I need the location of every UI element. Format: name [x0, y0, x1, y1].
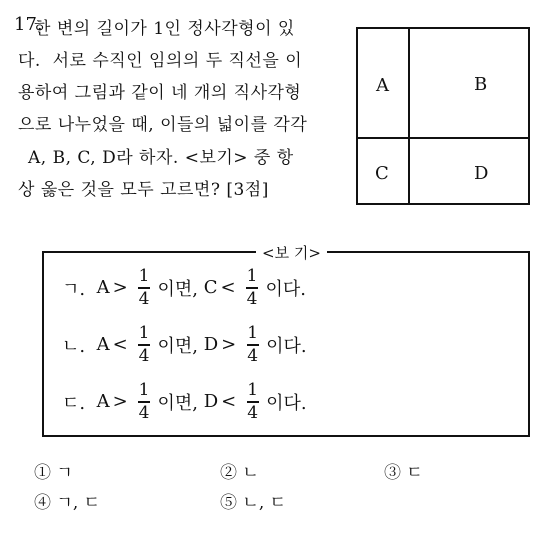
- variable-left: A: [96, 334, 110, 356]
- fraction: $\frac{1}{4}$: [138, 266, 150, 309]
- choice-4[interactable]: ④ ㄱ, ㄷ: [34, 493, 101, 513]
- question-line-3: 용하여 그림과 같이 네 개의 직사각형: [18, 83, 302, 103]
- condition-text: 이면,: [157, 278, 198, 300]
- choice-3[interactable]: ③ ㄷ: [384, 463, 423, 483]
- region-label-d: D: [474, 163, 489, 184]
- question-number: 17.: [14, 14, 43, 35]
- question-line-2: 다. 서로 수직인 임의의 두 직선을 이: [18, 51, 303, 71]
- variable-right: D: [203, 334, 219, 356]
- fraction: $\frac{1}{4}$: [247, 323, 259, 366]
- bogi-marker: ㄷ.: [62, 392, 86, 414]
- fraction: $\frac{1}{4}$: [138, 380, 150, 423]
- region-label-b: B: [474, 74, 488, 95]
- variable-left: A: [96, 391, 110, 413]
- operator: >: [112, 277, 128, 299]
- operator: >: [221, 334, 237, 356]
- ending-text: 이다.: [265, 278, 306, 300]
- variable-left: A: [96, 277, 110, 299]
- question-line-6: 상 옳은 것을 모두 고르면? [3점]: [18, 180, 269, 200]
- operator: <: [112, 334, 128, 356]
- bogi-item-2: [62, 325, 307, 365]
- choice-2[interactable]: ② ㄴ: [220, 463, 259, 483]
- question-line-5: A, B, C, D라 하자. <보기> 중 항: [28, 148, 294, 168]
- condition-text: 이면,: [157, 392, 198, 414]
- operator: <: [220, 277, 236, 299]
- bogi-item-3: [62, 382, 307, 422]
- condition-text: 이면,: [157, 335, 198, 357]
- bogi-title: <보 기>: [256, 242, 327, 263]
- ending-text: 이다.: [266, 335, 307, 357]
- region-label-a: A: [376, 75, 389, 96]
- variable-right: C: [203, 277, 218, 299]
- fraction: $\frac{1}{4}$: [246, 266, 258, 309]
- operator: <: [221, 391, 237, 413]
- fraction: $\frac{1}{4}$: [247, 380, 259, 423]
- region-label-c: C: [375, 163, 389, 184]
- ending-text: 이다.: [266, 392, 307, 414]
- bogi-marker: ㄴ.: [62, 335, 86, 357]
- horizontal-divider: [358, 137, 528, 139]
- vertical-divider: [408, 29, 410, 203]
- variable-right: D: [203, 391, 219, 413]
- bogi-marker: ㄱ.: [62, 278, 86, 300]
- fraction: $\frac{1}{4}$: [138, 323, 150, 366]
- operator: >: [112, 391, 128, 413]
- choice-5[interactable]: ⑤ ㄴ, ㄷ: [220, 493, 287, 513]
- bogi-item-1: [62, 268, 306, 308]
- choice-1[interactable]: ① ㄱ: [34, 463, 73, 483]
- question-line-1: 한 변의 길이가 1인 정사각형이 있: [34, 19, 295, 39]
- square-figure: [356, 27, 530, 205]
- question-line-4: 으로 나누었을 때, 이들의 넓이를 각각: [18, 115, 308, 135]
